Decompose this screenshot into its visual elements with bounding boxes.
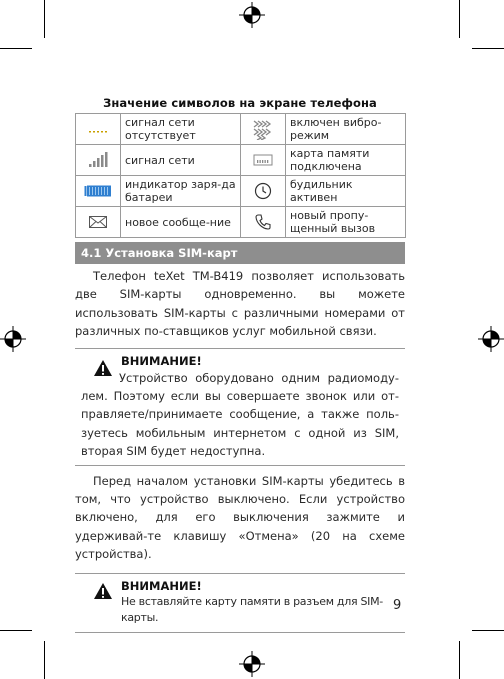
- registration-mark-icon: [478, 326, 504, 352]
- table-cell: сигнал сети отсутствует: [121, 114, 241, 145]
- crop-mark: [44, 0, 45, 38]
- table-row: [76, 145, 406, 176]
- page-content: [75, 96, 405, 633]
- paragraph: Телефон teXet TM-B419 позволяет использовать две SIM-карты одновременно. вы можете использовать SIM-карты с различными номерами от различных по-ставщиков услуг мобильной связи.: [75, 269, 405, 339]
- page-number: 9: [393, 598, 402, 613]
- table-row: [76, 176, 406, 207]
- warning-text: Не вставляйте карту памяти в разъем для SIM-карты.: [121, 594, 383, 624]
- crop-mark: [0, 48, 32, 49]
- warning-box: [75, 348, 405, 466]
- registration-mark-icon: [239, 2, 265, 28]
- table-cell: [76, 114, 121, 145]
- table-cell: будильник активен: [286, 176, 406, 207]
- missed-call-icon: [254, 213, 272, 231]
- crop-mark: [472, 630, 504, 631]
- warning-box: [75, 573, 405, 633]
- no-network-icon: [88, 124, 108, 134]
- registration-mark-icon: [0, 326, 26, 352]
- table-cell: новое сообще-ние: [121, 207, 241, 238]
- alarm-clock-icon: [254, 182, 272, 200]
- crop-mark: [44, 641, 45, 679]
- crop-mark: [459, 0, 460, 38]
- table-cell: [241, 145, 286, 176]
- warning-icon: [93, 582, 113, 600]
- table-cell: индикатор заря-да батареи: [121, 176, 241, 207]
- table-cell: новый пропу-щенный вызов: [286, 207, 406, 238]
- table-cell: [76, 207, 121, 238]
- section-heading: 4.1 Установка SIM-карт: [75, 242, 405, 264]
- crop-mark: [0, 630, 32, 631]
- table-cell: [241, 176, 286, 207]
- table-cell: [76, 176, 121, 207]
- vibration-icon: [252, 118, 274, 140]
- warning-icon: [93, 359, 113, 377]
- registration-mark-icon: [239, 651, 265, 677]
- battery-icon: [84, 185, 112, 197]
- crop-mark: [472, 48, 504, 49]
- table-cell: [241, 114, 286, 145]
- table-cell: [76, 145, 121, 176]
- table-cell: карта памяти подключена: [286, 145, 406, 176]
- memory-card-icon: [253, 154, 273, 166]
- warning-text: Устройство оборудовано одним радиомоду-лем. Поэтому если вы совершаете звонок или от-правляете/принимаете сообщение, а также поль-зуетесь мобильным интернетом с одной из SIM, вторая SIM будет недоступна.: [81, 370, 399, 459]
- signal-bars-icon: [88, 152, 108, 168]
- table-cell: [241, 207, 286, 238]
- table-row: [76, 114, 406, 145]
- crop-mark: [459, 641, 460, 679]
- table-cell: включен вибро-режим: [286, 114, 406, 145]
- table-row: [76, 207, 406, 238]
- table-cell: сигнал сети: [121, 145, 241, 176]
- warning-title: ВНИМАНИЕ!: [121, 353, 202, 368]
- warning-title: ВНИМАНИЕ!: [121, 578, 202, 593]
- envelope-icon: [89, 216, 107, 228]
- symbols-table: [75, 113, 406, 238]
- paragraph: Перед началом установки SIM-карты убедитесь в том, что устройство выключено. Если устройство включено, для его выключения зажмите и удерживай-те клавишу «Отмена» (20 на схеме устройства).: [75, 473, 405, 562]
- table-title: Значение символов на экране телефона: [103, 96, 377, 110]
